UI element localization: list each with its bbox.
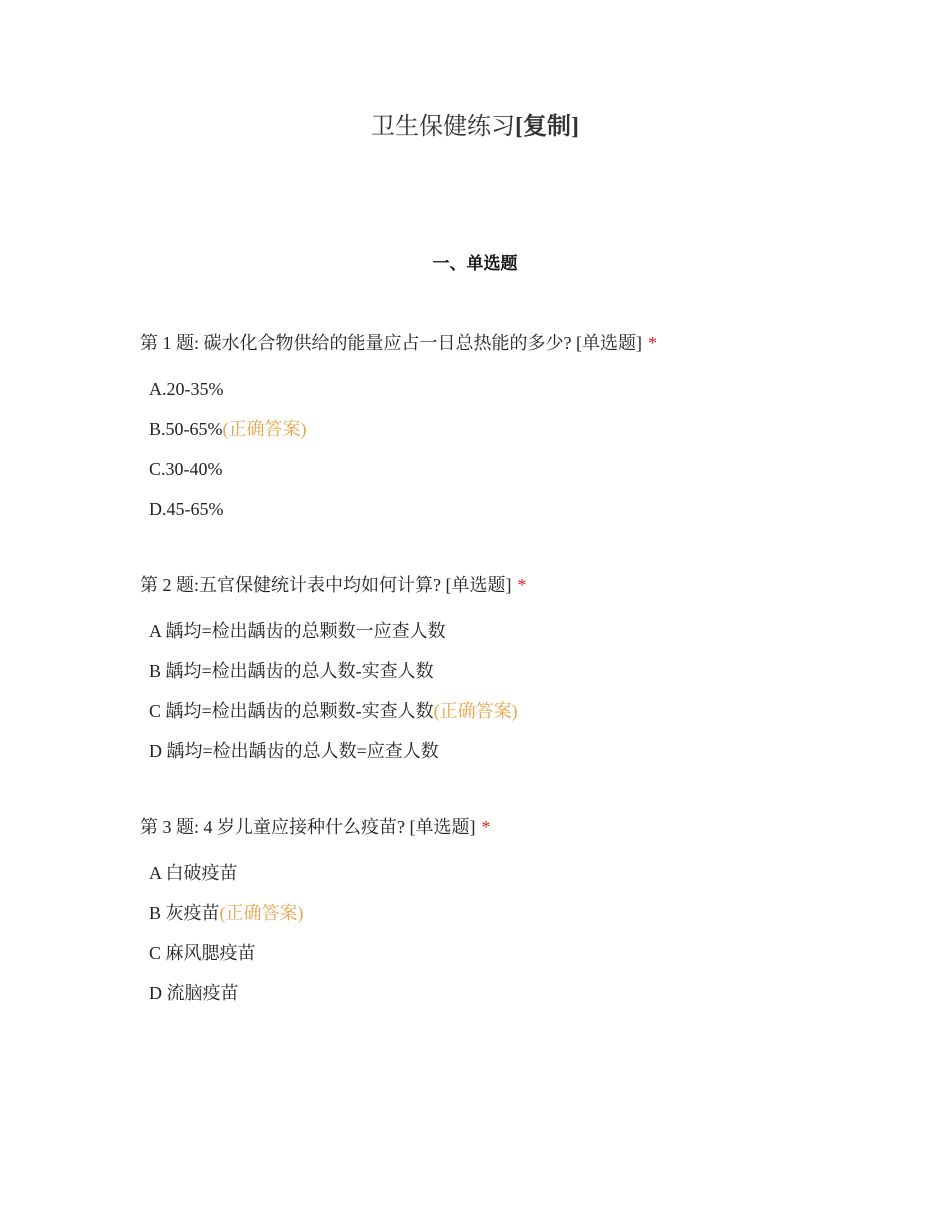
option-label: B 龋均=检出龋齿的总人数-实查人数: [149, 661, 434, 681]
option-label: B 灰疫苗: [149, 903, 220, 923]
required-star-icon: *: [481, 817, 491, 837]
option-c[interactable]: [140, 698, 900, 724]
question-1-text: 第 1 题: 碳水化合物供给的能量应占一日总热能的多少? [单选题]: [140, 333, 642, 353]
option-label: D.45-65%: [149, 499, 224, 519]
option-a[interactable]: [140, 618, 900, 644]
option-d[interactable]: [140, 980, 900, 1006]
option-label: D 流脑疫苗: [149, 983, 239, 1003]
option-label: A.20-35%: [149, 379, 224, 399]
option-a[interactable]: [140, 860, 900, 886]
correct-answer-note: (正确答案): [433, 701, 518, 721]
option-label: D 龋均=检出龋齿的总人数=应查人数: [149, 741, 439, 761]
option-c[interactable]: [140, 456, 900, 482]
question-3-options: [140, 860, 900, 1006]
option-d[interactable]: [140, 496, 900, 522]
option-b[interactable]: [140, 658, 900, 684]
required-star-icon: *: [517, 575, 527, 595]
option-label: A 龋均=检出龋齿的总颗数一应查人数: [149, 621, 446, 641]
option-label: C 麻风腮疫苗: [149, 943, 256, 963]
option-d[interactable]: [140, 738, 900, 764]
document-title: [0, 110, 950, 144]
option-label: C.30-40%: [149, 459, 223, 479]
correct-answer-note: (正确答案): [219, 903, 304, 923]
question-2-text: 第 2 题:五官保健统计表中均如何计算? [单选题]: [140, 575, 512, 595]
question-1-options: [140, 376, 900, 522]
required-star-icon: *: [647, 333, 657, 353]
question-3-text: 第 3 题: 4 岁儿童应接种什么疫苗? [单选题]: [140, 817, 476, 837]
question-2-options: [140, 618, 900, 764]
question-1: [140, 330, 900, 536]
section-heading: 一、单选题: [432, 254, 518, 274]
question-3: [140, 814, 900, 1020]
option-a[interactable]: [140, 376, 900, 402]
question-text: [140, 814, 900, 840]
option-label: A 白破疫苗: [149, 863, 238, 883]
question-text: [140, 330, 900, 356]
question-text: [140, 572, 900, 598]
document-title-main: 卫生保健练习: [371, 114, 515, 140]
option-label: C 龋均=检出龋齿的总颗数-实查人数: [149, 701, 434, 721]
option-label: B.50-65%: [149, 419, 223, 439]
option-b[interactable]: [140, 416, 900, 442]
question-2: [140, 572, 900, 778]
correct-answer-note: (正确答案): [222, 419, 307, 439]
option-b[interactable]: [140, 900, 900, 926]
document-title-suffix: [复制]: [515, 114, 579, 140]
option-c[interactable]: [140, 940, 900, 966]
